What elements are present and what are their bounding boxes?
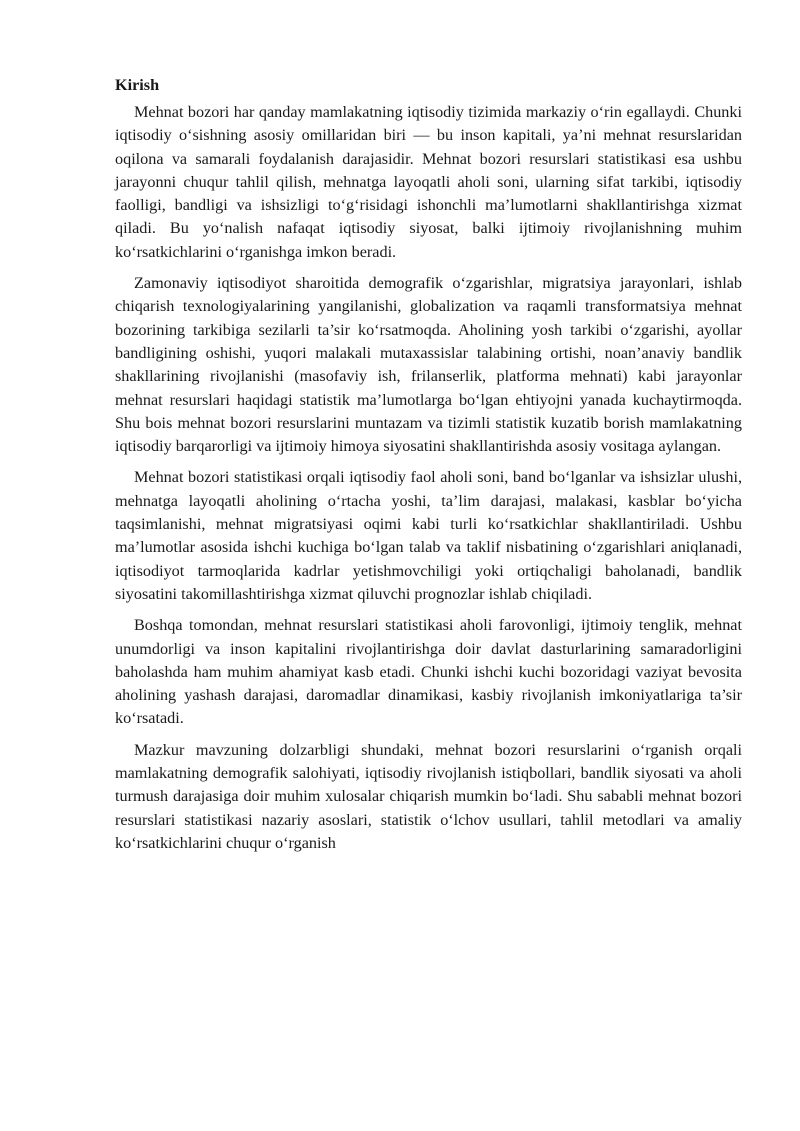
section-heading: Kirish bbox=[115, 76, 160, 94]
paragraph-3: Mehnat bozori statistikasi orqali iqtisodiy faol aholi soni, band bo‘lganlar va ishsizlar ulushi, mehnatga layoqatli aholining o‘rtacha yoshi, ta’lim darajasi, malakasi, kasblar bo‘yicha taqsimlanishi, mehnat migratsiyasi oqimi kabi turli ko‘rsatkichlar shakllantiriladi. Ushbu ma’lumotlar asosida ishchi kuchiga bo‘lgan talab va taklif nisbatining o‘zgarishlari aniqlanadi, iqtisodiyot tarmoqlarida kadrlar yetishmovchiligi yoki ortiqchaligi baholanadi, bandlik siyosatini takomillashtirishga xizmat qiluvchi prognozlar ishlab chiqiladi. bbox=[115, 468, 742, 603]
document-body bbox=[115, 74, 742, 863]
paragraph-5: Mazkur mavzuning dolzarbligi shundaki, mehnat bozori resurslarini o‘rganish orqali mamlakatning demografik salohiyati, iqtisodiy rivojlanish istiqbollari, bandlik siyosati va aholi turmush darajasiga doir muhim xulosalar chiqarish mumkin bo‘ladi. Shu sababli mehnat bozori resurslari statistikasi nazariy asoslari, statistik o‘lchov usullari, tahlil metodlari va amaliy ko‘rsatkichlarini chuqur o‘rganish bbox=[115, 740, 742, 852]
paragraph-1: Mehnat bozori har qanday mamlakatning iqtisodiy tizimida markaziy o‘rin egallaydi. Chunki iqtisodiy o‘sishning asosiy omillaridan biri — bu inson kapitali, ya’ni mehnat resurslaridan oqilona va samarali foydalanish darajasidir. Mehnat bozori resurslari statistikasi esa ushbu jarayonni chuqur tahlil qilish, mehnatga layoqatli aholi soni, ularning sifat tarkibi, iqtisodiy faolligi, bandligi va ishsizligi to‘g‘risidagi ishonchli ma’lumotlarni shakllantirishga xizmat qiladi. Bu yo‘nalish nafaqat iqtisodiy siyosat, balki ijtimoiy rivojlanishning muhim ko‘rsatkichlarini o‘rganishga imkon beradi. bbox=[115, 103, 742, 261]
paragraph-2: Zamonaviy iqtisodiyot sharoitida demografik o‘zgarishlar, migratsiya jarayonlari, ishlab chiqarish texnologiyalarining yangilanishi, globalization va raqamli transformatsiya mehnat bozorining tarkibiga sezilarli ta’sir ko‘rsatmoqda. Aholining yosh tarkibi o‘zgarishi, ayollar bandligining oshishi, yuqori malakali mutaxassislar talabining ortishi, noan’anaviy bandlik shakllarining rivojlanishi (masofaviy ish, frilanserlik, platforma mehnati) kabi jarayonlar mehnat resurslari haqidagi statistik ma’lumotlarga bo‘lgan ehtiyojni yanada kuchaytirmoqda. Shu bois mehnat bozori resurslarini muntazam va tizimli statistik kuzatib borish mamlakatning iqtisodiy barqarorligi va ijtimoiy himoya siyosatini shakllantirishda asosiy vositaga aylangan. bbox=[115, 274, 742, 456]
paragraph-4: Boshqa tomondan, mehnat resurslari statistikasi aholi farovonligi, ijtimoiy tenglik, mehnat unumdorligi va inson kapitalini rivojlantirishga doir davlat dasturlarining samaradorligini baholashda ham muhim ahamiyat kasb etadi. Chunki ishchi kuchi bozoridagi vaziyat bevosita aholining yashash darajasi, daromadlar dinamikasi, kasbiy rivojlanish imkoniyatlariga ta’sir ko‘rsatadi. bbox=[115, 616, 742, 728]
